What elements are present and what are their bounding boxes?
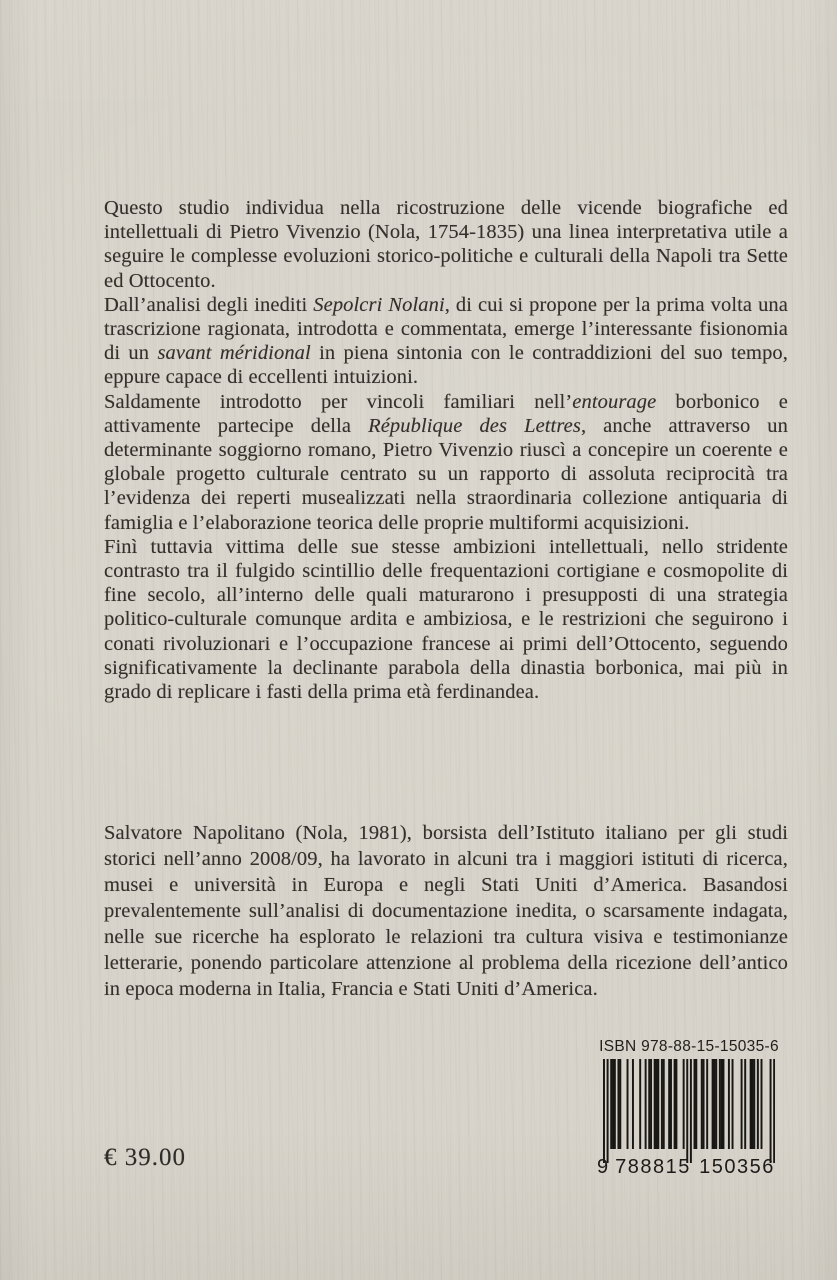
synopsis-paragraph: Finì tuttavia vittima delle sue stesse ambizioni intellettuali, nello stridente contrasto tra il fulgido scintillio delle frequentazioni cortigiane e cosmopolite di fine secolo, all’interno delle quali maturarono i presupposti di una strategia politico-culturale comunque ardita e ambiziosa, e le restrizioni che seguirono i conati rivoluzionari e l’occupazione francese ai primi dell’Ottocento, seguendo significativamente la declinante parabola della dinastia borbonica, mai più in grado di replicare i fasti della prima età ferdinandea. bbox=[104, 535, 788, 704]
barcode bbox=[597, 1059, 775, 1178]
price-label: € 39.00 bbox=[104, 1144, 186, 1171]
synopsis-paragraph: Dall’analisi degli inediti Sepolcri Nolani, di cui si propone per la prima volta una trascrizione ragionata, introdotta e commentata, emerge l’interessante fisionomia di un savant méridional in piena sintonia con le contraddizioni del suo tempo, eppure capace di eccellenti intuizioni. bbox=[104, 293, 788, 389]
isbn-block bbox=[597, 1038, 779, 1178]
synopsis bbox=[104, 196, 788, 704]
isbn-label: ISBN 978-88-15-15035-6 bbox=[599, 1038, 779, 1055]
synopsis-paragraph: Saldamente introdotto per vincoli familiari nell’entourage borbonico e attivamente partecipe della République des Lettres, anche attraverso un determinante soggiorno romano, Pietro Vivenzio riuscì a concepire un coerente e globale progetto culturale centrato su un rapporto di assoluta reciprocità tra l’evidenza dei reperti musealizzati nella straordinaria collezione antiquaria di famiglia e l’elaborazione teorica delle proprie multiformi acquisizioni. bbox=[104, 390, 789, 534]
barcode-digit-group: 9 bbox=[597, 1156, 610, 1178]
synopsis-paragraph: Questo studio individua nella ricostruzione delle vicende biografiche ed intellettuali di Pietro Vivenzio (Nola, 1754-1835) una linea interpretativa utile a seguire le complesse evoluzioni storico-politiche e culturali della Napoli tra Sette ed Ottocento. bbox=[104, 197, 788, 292]
barcode-digits bbox=[597, 1156, 779, 1179]
author-bio: Salvatore Napolitano (Nola, 1981), borsista dell’Istituto italiano per gli studi storici nell’anno 2008/09, ha lavorato in alcuni tra i maggiori istituti di ricerca, musei e università in Europa e negli Stati Uniti d’America. Basandosi prevalentemente sull’analisi di documentazione inedita, o scarsamente indagata, nelle sue ricerche ha esplorato le relazioni tra cultura visiva e testimonianze letterarie, ponendo particolare attenzione al problema della ricezione dell’antico in epoca moderna in Italia, Francia e Stati Uniti d’America. bbox=[104, 822, 788, 1000]
barcode-digit-group: 788815 bbox=[615, 1156, 691, 1178]
barcode-digit-group: 150356 bbox=[699, 1156, 775, 1178]
barcode-bars-icon bbox=[603, 1059, 775, 1163]
